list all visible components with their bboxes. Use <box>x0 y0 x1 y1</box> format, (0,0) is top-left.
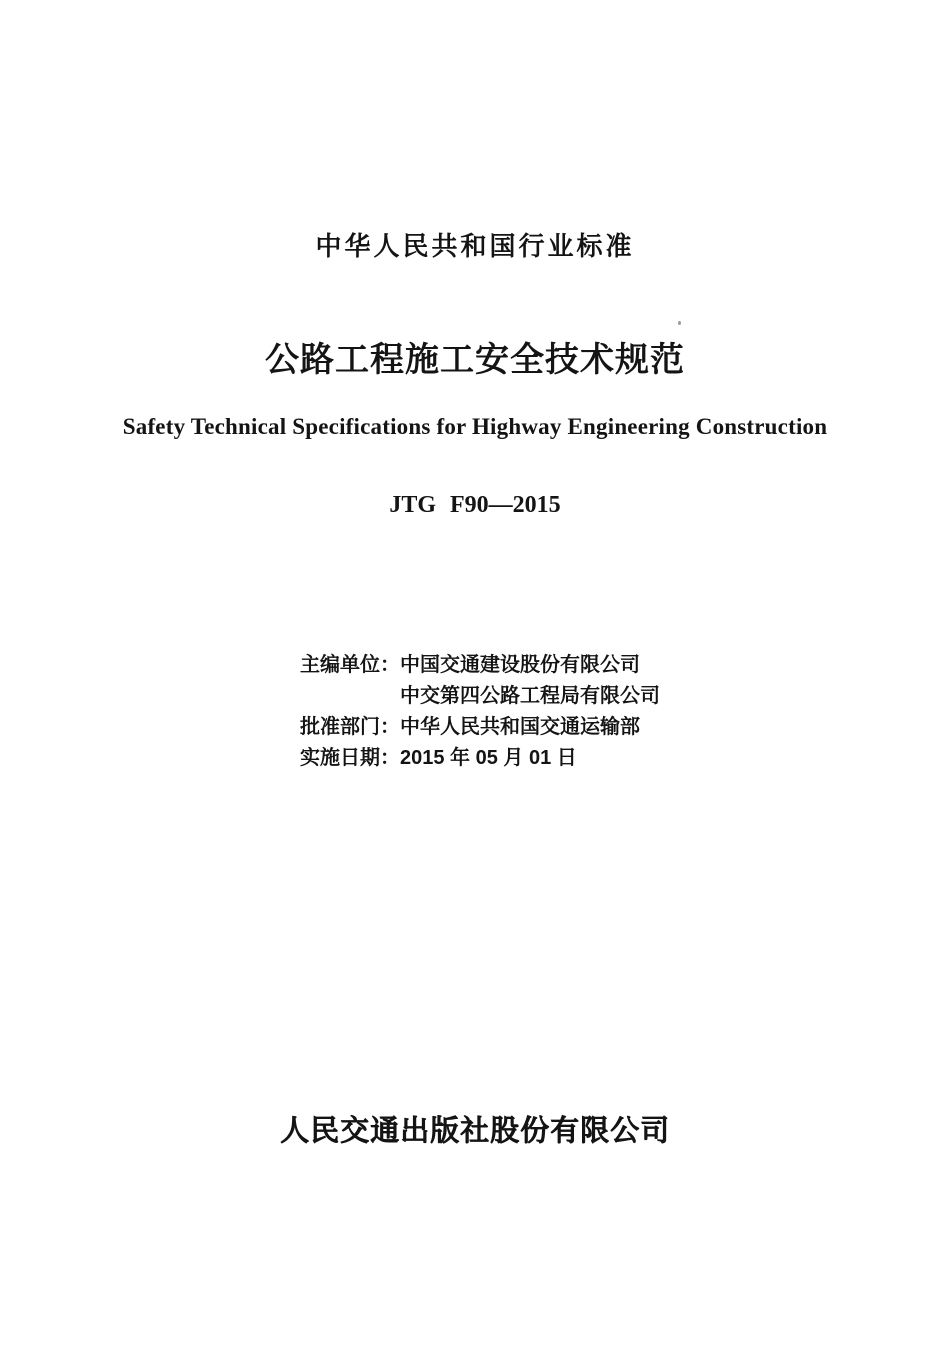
standard-code-prefix: JTG <box>389 492 436 518</box>
info-label-chief-editor: 主编单位： <box>300 654 400 676</box>
info-row-chief-editor <box>300 650 660 681</box>
standard-code <box>0 492 950 519</box>
publication-info-block <box>300 650 660 774</box>
scan-artifact-speck <box>678 321 681 325</box>
info-label-empty <box>300 681 400 712</box>
info-label-effective-date: 实施日期： <box>300 747 400 769</box>
info-value-approval-dept: 中华人民共和国交通运输部 <box>400 716 640 738</box>
info-row-approval-dept <box>300 712 660 743</box>
info-value-chief-editor-1: 中国交通建设股份有限公司 <box>400 654 640 676</box>
publisher-name: 人民交通出版社股份有限公司 <box>279 1115 670 1147</box>
standard-category-header: 中华人民共和国行业标准 <box>315 231 635 261</box>
info-row-effective-date <box>300 743 660 774</box>
info-row-chief-editor-2 <box>300 681 660 712</box>
info-value-effective-date: 2015 年 05 月 01 日 <box>400 747 577 769</box>
standard-code-number: F90—2015 <box>450 492 561 518</box>
info-value-chief-editor-2: 中交第四公路工程局有限公司 <box>400 685 660 707</box>
info-label-approval-dept: 批准部门： <box>300 716 400 738</box>
document-title-en: Safety Technical Specifications for Highway Engineering Construction <box>122 414 828 439</box>
document-title-zh: 公路工程施工安全技术规范 <box>265 341 685 379</box>
